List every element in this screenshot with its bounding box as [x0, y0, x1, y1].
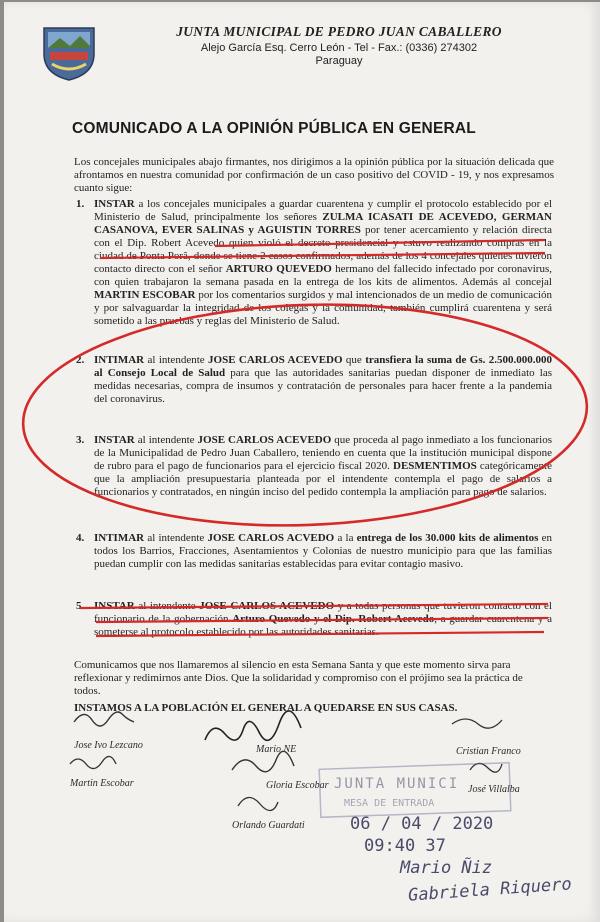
bold-text-segment: INTIMAR — [94, 354, 145, 366]
item-text — [94, 354, 552, 405]
item-text — [94, 600, 552, 638]
text-segment: a los concejales municipales a guardar cuarentena y cumplir el protocolo establecido por el Ministerio de Salud, principalmente los señores — [94, 198, 552, 223]
handwritten-name: Gabriela Riquero — [407, 874, 573, 906]
bold-text-segment: INSTAR — [94, 600, 135, 612]
text-segment: y a todas personas que tuvieron contacto con el funcionario de la gobernación — [94, 600, 552, 625]
bold-text-segment: DESMENTIMOS — [393, 460, 477, 472]
document-page — [4, 2, 600, 922]
list-item-4 — [76, 532, 552, 571]
item-number: 1. — [76, 198, 85, 210]
bold-text-segment: entrega de los 30.000 kits de alimentos — [356, 532, 539, 544]
signature-name: Martin Escobar — [70, 778, 134, 789]
letterhead — [104, 24, 574, 67]
bold-text-segment: transfiera la suma de Gs. 2.500.000.000 al Consejo Local de Salud — [94, 354, 552, 379]
signature-name: Jose Ivo Lezcano — [74, 740, 143, 751]
bold-text-segment: MARTIN ESCOBAR — [94, 289, 196, 301]
item-text — [94, 434, 552, 498]
intro-paragraph: Los concejales municipales abajo firmantes, nos dirigimos a la opinión pública por la situación delicada que afrontamos en nuestra comunidad por confirmación de un caso positivo del COVID - 19, y nos expresamos cuanto sigue: — [74, 156, 554, 194]
handwritten-name: Mario Ñiz — [400, 858, 493, 878]
stamp-title: JUNTA MUNICI — [334, 776, 460, 792]
text-segment: que proceda al pago inmediato a los funcionarios de la Municipalidad de Pedro Juan Caballero, teniendo en cuenta que la institución municipal dispone de rubro para el pago de funcionarios para el ejercicio fiscal 2020. — [94, 434, 552, 472]
text-segment: al intendente — [144, 532, 208, 544]
bold-text-segment: JOSE CARLOS ACEVEDO — [208, 354, 343, 366]
bold-text-segment: ARTURO QUEVEDO — [225, 263, 332, 275]
signature-name: José Villalba — [468, 784, 520, 795]
stamp-subtitle: MESA DE ENTRADA — [344, 798, 435, 809]
text-segment: categóricamente que la ampliación presupuestaria planteada por el intendente contempla el pago de salarios a funcionarios y contratados, en ningún inciso del pedido contempla la ampliación para pago de salarios. — [94, 460, 552, 498]
text-segment: al intendente — [134, 434, 198, 446]
list-item-5 — [76, 600, 553, 639]
item-number: 5. — [76, 600, 85, 612]
text-segment: en todos los Barrios, Fracciones, Asentamientos y Colonias de nuestro municipio para que las familias puedan cumplir con las medidas sanitarias establecidas para evitar contagio masivo. — [94, 532, 552, 570]
item-number: 2. — [76, 354, 85, 366]
item-text — [94, 532, 552, 570]
item-text — [94, 198, 552, 327]
bold-text-segment: INTIMAR — [94, 532, 145, 544]
bold-text-segment: INSTAR — [94, 434, 135, 446]
text-segment: al intendente — [144, 354, 209, 366]
text-segment: que — [342, 354, 366, 366]
signature-name: Orlando Guardati — [232, 820, 305, 831]
municipal-crest-icon — [40, 24, 98, 82]
bold-text-segment: ZULMA ICASATI DE ACEVEDO, GERMAN CASANOVA, EVER SALINAS y AGUISTIN TORRES — [94, 211, 553, 236]
page-title: COMUNICADO A LA OPINIÓN PÚBLICA EN GENERAL — [72, 120, 476, 137]
text-segment: por los comentarios surgidos y mal intencionados de un medio de comunicación y por salvaguardar la integridad de los colegas y la comunidad, también cumplirá cuarentena y será sometido a las pruebas y reglas del Ministerio de Salud. — [94, 289, 553, 327]
org-address: Alejo García Esq. Cerro León - Tel - Fax.: (0336) 274302 — [200, 42, 478, 54]
text-segment: , a guardar cuarentena y a someterse al protocolo establecido por las autoridades sanitarias. — [94, 613, 553, 638]
item-number: 3. — [76, 434, 85, 446]
text-segment: para que las autoridades sanitarias puedan disponer de inmediato las medidas necesarias, compra de insumos y contratación de personales para hacer frente a la pandemia del coronavirus. — [94, 367, 552, 405]
item-number: 4. — [76, 532, 85, 544]
closing-paragraph: Comunicamos que nos llamaremos al silencio en esta Semana Santa y que este momento sirva para reflexionar y redimirnos ante Dios. Que la solidaridad y compromiso con el prójimo sea la práctica de todos. — [74, 659, 523, 697]
list-item-2 — [76, 354, 552, 406]
signature-name: Gloria Escobar — [266, 780, 329, 791]
bold-text-segment: JOSE CARLOS ACVEDO — [207, 532, 335, 544]
bold-text-segment: Arturo Quevedo y el Dip. Robert Acevedo — [232, 613, 435, 625]
text-segment: a la — [334, 532, 357, 544]
bold-text-segment: JOSE CARLOS ACEVEDO — [199, 600, 335, 612]
bold-text-segment: INSTAR — [94, 198, 135, 210]
bold-text-segment: JOSE CARLOS ACEVEDO — [197, 434, 332, 446]
text-segment: hermano del fallecido infectado por coronavirus, con quien trabajaron la semana pasada en la entrega de los kits de alimentos. Además al concejal — [94, 263, 552, 288]
stamp-date: 06 / 04 / 2020 — [350, 814, 494, 834]
signature-name: Cristian Franco — [456, 746, 521, 757]
final-call: INSTAMOS A LA POBLACIÓN EL GENERAL A QUEDARSE EN SUS CASAS. — [74, 702, 458, 714]
text-segment: al intendente — [134, 600, 200, 612]
stamp-time: 09:40 37 — [364, 836, 446, 856]
org-name: JUNTA MUNICIPAL DE PEDRO JUAN CABALLERO — [176, 24, 502, 39]
signature-name: Mario NE — [256, 744, 297, 755]
list-item-3 — [76, 434, 552, 499]
list-item-1 — [76, 198, 553, 328]
org-country: Paraguay — [315, 55, 363, 67]
text-segment: por tener acercamiento y relación directa con el Dip. Robert Acevedo quien violó el decreto presidencial y estuvo realizando compras en la ciudad de Ponta Porã, donde se tiene 2 casos confirmados, además de los 4 concejales quienes tuvieron contacto directo con el señor — [94, 224, 552, 275]
